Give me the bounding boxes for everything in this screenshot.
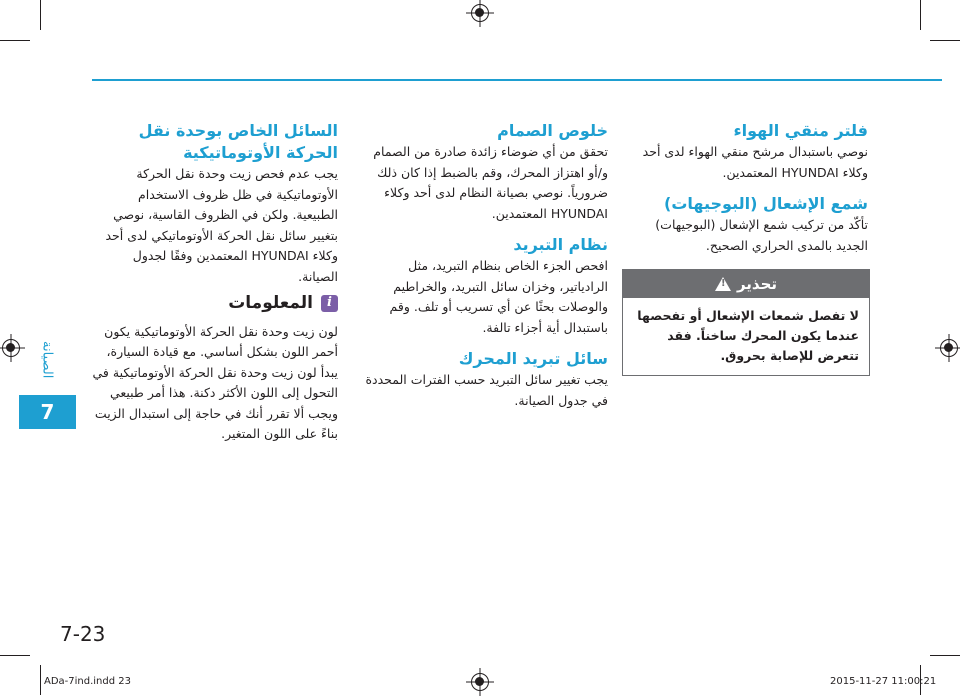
registration-mark-icon xyxy=(2,339,20,357)
footer-file: ADa-7ind.indd 23 xyxy=(44,676,131,687)
warning-header xyxy=(623,270,869,298)
section-text: يجب عدم فحص زيت وحدة نقل الحركة الأوتوماتيكية في ظل ظروف الاستخدام الطبيعية. ولكن في الظروف القاسية، نوصي بتغيير سائل نقل الحركة الأوتوماتيكي لدى أحد وكلاء HYUNDAI المعتمدين وفقًا لجدول الصيانة. xyxy=(105,166,338,284)
note-header xyxy=(92,293,338,314)
crop-mark xyxy=(40,0,41,30)
warning-title: تحذير xyxy=(736,275,778,293)
column-right xyxy=(622,120,868,256)
section-text: تحقق من أي ضوضاء زائدة صادرة من الصمام و/أو اهتزاز المحرك، وقم بالضبط إذا كان ذلك ضرورياً. نوصي بصيانة النظام لدى أحد وكلاء HYUNDAI المعتمدين. xyxy=(373,144,608,221)
note-title: المعلومات xyxy=(228,293,313,313)
section-text: تأكّد من تركيب شمع الإشعال (البوجيهات) الجديد بالمدى الحراري الصحيح. xyxy=(655,217,868,253)
warning-text: لا تفصل شمعات الإشعال أو تفحصها عندما يكون المحرك ساخناً. فقد تتعرض للإصابة بحروق. xyxy=(637,308,859,363)
crop-mark xyxy=(40,665,41,695)
crop-mark xyxy=(0,655,30,656)
section-title: نظام التبريد xyxy=(513,235,608,254)
column-left xyxy=(92,120,338,445)
warning-box xyxy=(622,269,870,376)
column-middle xyxy=(362,120,608,411)
footer-timestamp: 2015-11-27 11:00:21 xyxy=(830,676,937,687)
registration-mark-icon xyxy=(940,339,958,357)
chapter-tab: 7 xyxy=(19,395,76,429)
section-title: خلوص الصمام xyxy=(497,121,608,140)
section-title: السائل الخاص بوحدة نقل الحركة الأوتوماتيكية xyxy=(138,121,338,162)
header-rule xyxy=(92,79,942,81)
section-title: شمع الإشعال (البوجيهات) xyxy=(664,194,868,213)
section-title: سائل تبريد المحرك xyxy=(458,349,608,368)
crop-mark xyxy=(930,655,960,656)
section-text: نوصي باستبدال مرشح منقي الهواء لدى أحد وكلاء HYUNDAI المعتمدين. xyxy=(642,144,868,180)
registration-mark-icon xyxy=(471,4,489,22)
section-title: فلتر منقي الهواء xyxy=(733,121,868,140)
info-icon: i xyxy=(321,295,338,312)
crop-mark xyxy=(0,40,30,41)
page-number: 7-23 xyxy=(60,622,106,646)
crop-mark xyxy=(930,40,960,41)
section-text: يجب تغيير سائل التبريد حسب الفترات المحددة في جدول الصيانة. xyxy=(365,372,608,408)
note-text: لون زيت وحدة نقل الحركة الأوتوماتيكية يكون أحمر اللون بشكل أساسي. مع قيادة السيارة، يبدأ لون زيت وحدة نقل الحركة الأوتوماتيكية في التحول إلى اللون الأكثر دكنة. هذا أمر طبيعي ويجب ألا تقرر أنك في حاجة إلى استبدال الزيت بناءً على اللون المتغير. xyxy=(92,323,338,441)
section-label: الصيانة xyxy=(39,341,55,379)
warning-triangle-icon xyxy=(715,277,731,291)
crop-mark xyxy=(920,0,921,30)
registration-mark-icon xyxy=(471,673,489,691)
section-text: افحص الجزء الخاص بنظام التبريد، مثل الرادياتير، وخزان سائل التبريد، والخراطيم والوصلات بحثًا عن أي تسريب أو تلف. وقم باستبدال أية أجزاء تالفة. xyxy=(389,258,608,335)
